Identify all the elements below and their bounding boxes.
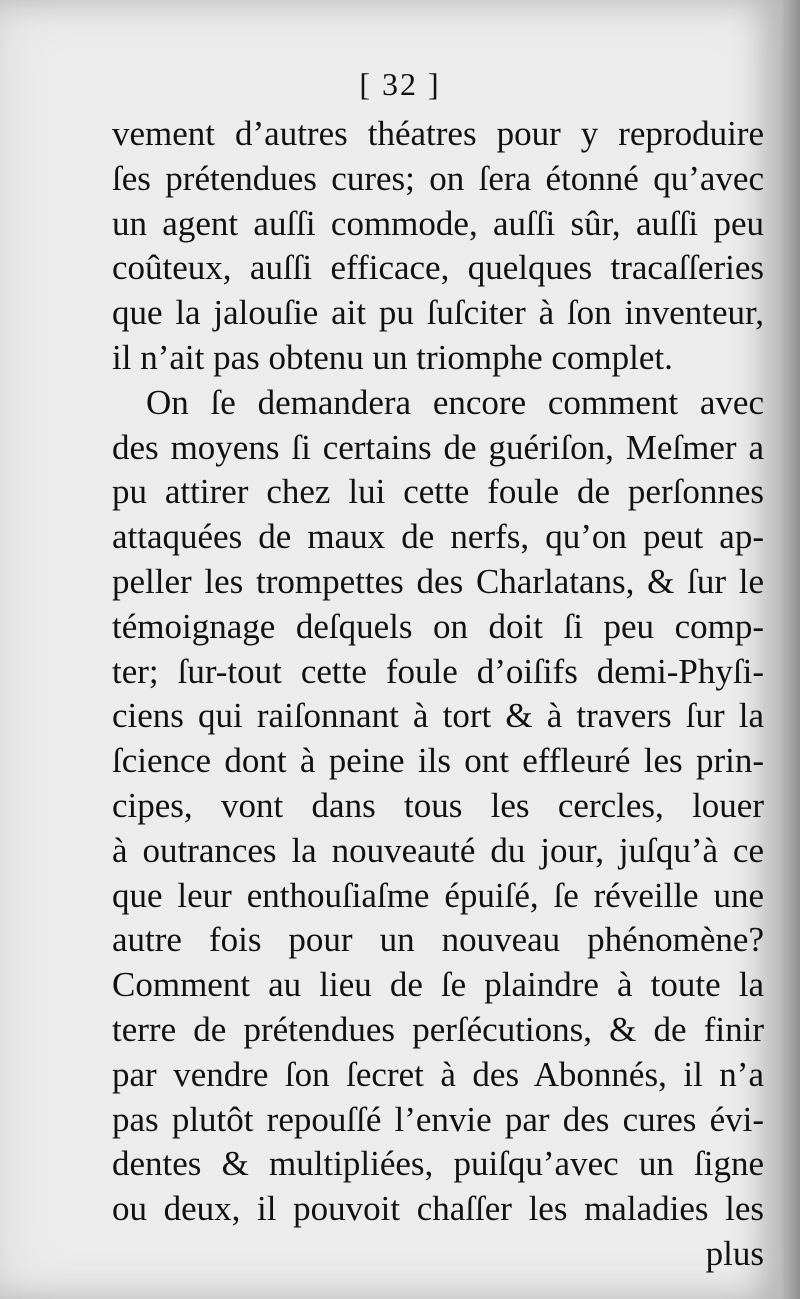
text-line: ſcience dont à peine ils ont effleuré les prin- — [112, 741, 764, 781]
page-edge-shadow — [780, 0, 800, 1299]
text-line: Comment au lieu de ſe plaindre à toute la — [112, 965, 764, 1005]
text-line: cipes, vont dans tous les cercles, louer — [112, 785, 764, 825]
text-line: ciens qui raiſonnant à tort & à travers ſur la — [112, 696, 764, 736]
text-line: pu attirer chez lui cette foule de perſonnes — [112, 472, 764, 512]
text-line: attaquées de maux de nerfs, qu’on peut ap- — [112, 517, 764, 557]
text-line: autre fois pour un nouveau phénomène? — [112, 920, 764, 960]
text-line: il n’ait pas obtenu un triomphe complet. — [112, 337, 673, 377]
text-line: ter; ſur-tout cette foule d’oiſifs demi-Phyſi- — [112, 651, 764, 691]
body-text — [112, 112, 764, 1277]
text-line: terre de prétendues perſécutions, & de finir — [112, 1009, 764, 1049]
text-line: dentes & multipliées, puiſqu’avec un ſigne — [112, 1144, 764, 1184]
text-line: des moyens ſi certains de guériſon, Meſmer a — [112, 427, 764, 467]
page-number-header: [ 32 ] — [359, 66, 441, 102]
text-line: ſes prétendues cures; on ſera étonné qu’avec — [112, 158, 764, 198]
text-line: témoignage deſquels on doit ſi peu comp- — [112, 606, 764, 646]
text-line: un agent auſſi commode, auſſi sûr, auſſi peu — [112, 203, 764, 243]
text-line: à outrances la nouveauté du jour, juſqu’à ce — [112, 830, 764, 870]
text-line: ou deux, il pouvoit chaſſer les maladies les — [112, 1189, 764, 1229]
text-line: On ſe demandera encore comment avec — [146, 382, 764, 422]
catchword: plus — [705, 1233, 764, 1273]
text-line: coûteux, auſſi efficace, quelques tracaſſeries — [112, 248, 764, 288]
text-line: que leur enthouſiaſme épuiſé, ſe réveille une — [112, 875, 764, 915]
text-line: par vendre ſon ſecret à des Abonnés, il n’a — [112, 1054, 764, 1094]
text-line: que la jalouſie ait pu ſuſciter à ſon inventeur, — [112, 293, 764, 333]
text-line: peller les trompettes des Charlatans, & ſur le — [112, 561, 764, 601]
text-line: pas plutôt repouſſé l’envie par des cures évi- — [112, 1099, 764, 1139]
text-line: vement d’autres théatres pour y reproduire — [112, 114, 764, 153]
